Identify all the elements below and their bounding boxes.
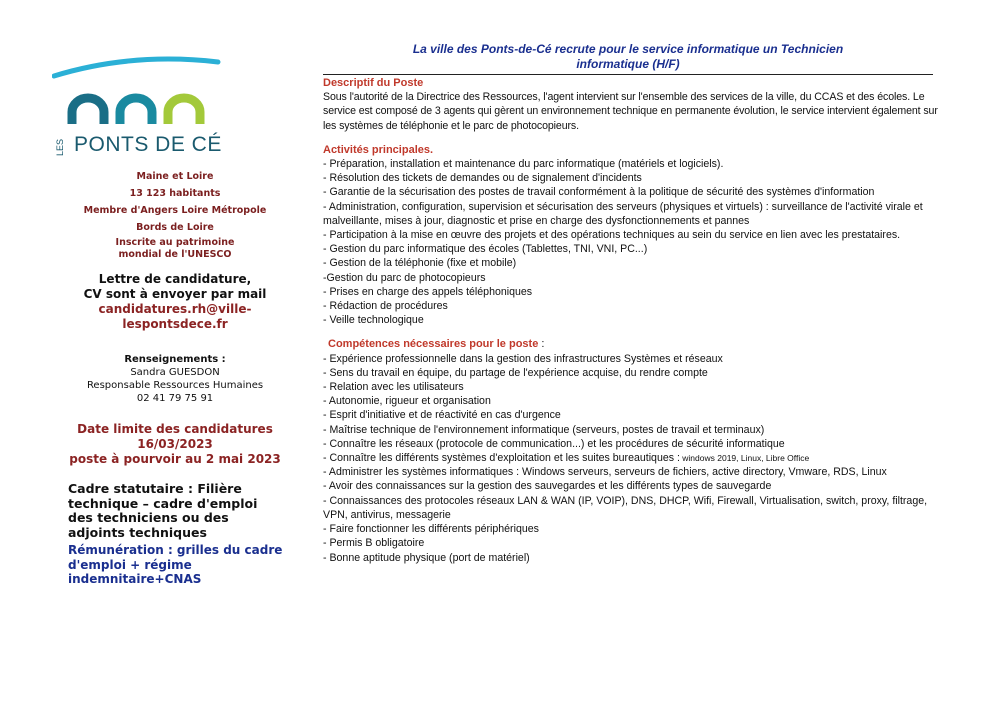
info-line: Bords de Loire	[136, 222, 214, 233]
statutory-framework	[68, 482, 298, 540]
statut-line: technique – cadre d'emploi	[68, 495, 258, 511]
os-small-text: windows 2019, Linux, Libre Office	[679, 453, 810, 464]
apply-line: Lettre de candidature,	[98, 272, 252, 286]
competences-list	[323, 352, 938, 565]
city-info	[40, 168, 310, 236]
list-item: - Permis B obligatoire	[323, 537, 425, 550]
list-item: - Administration, configuration, supervision et sécurisation des serveurs (physiques et virtuels) : surveillance de l'activité virale et malveillante, mises à jour, diagnostic et prise en charge des dysfonctionnements et pannes	[323, 200, 923, 227]
remu-line: indemnitaire+CNAS	[68, 572, 202, 586]
title-divider	[323, 74, 933, 75]
list-item: - Expérience professionnelle dans la gestion des infrastructures Systèmes et réseaux	[323, 352, 723, 365]
unesco-line: Inscrite au patrimoine	[115, 237, 235, 248]
remu-line: d'emploi + régime	[68, 557, 192, 572]
application-instructions	[40, 272, 310, 332]
list-item: - Esprit d'initiative et de réactivité en cas d'urgence	[323, 409, 561, 422]
list-item: - Rédaction de procédures	[323, 300, 448, 313]
competences-colon: :	[538, 338, 545, 351]
logo-arch-2	[120, 98, 152, 124]
logo-prefix: LES	[55, 138, 65, 156]
job-title	[323, 42, 933, 71]
deadline-line: Date limite des candidatures	[77, 422, 273, 436]
logo-arch-1	[72, 98, 104, 124]
job-description	[323, 76, 938, 565]
list-item: - Faire fonctionner les différents périphériques	[323, 523, 539, 536]
list-item: - Avoir des connaissances sur la gestion des sauvegardes et les différents types de sauvegarde	[323, 480, 772, 493]
list-item: -Gestion du parc de photocopieurs	[323, 271, 486, 284]
descriptif-heading: Descriptif du Poste	[323, 77, 424, 89]
statut-line: Cadre statutaire : Filière	[68, 481, 242, 496]
logo-text: PONTS DE CÉ	[74, 133, 222, 156]
logo-arc	[54, 59, 218, 76]
list-item: - Résolution des tickets de demandes ou de signalement d'incidents	[323, 172, 642, 185]
statut-line: adjoints techniques	[68, 524, 207, 540]
email-link-line[interactable]: lespontsdece.fr	[122, 317, 228, 331]
list-item: - Participation à la mise en œuvre des projets et des opérations techniques au sein du service en lien avec les prestataires.	[323, 229, 901, 242]
remuneration	[68, 543, 298, 587]
list-item: - Bonne aptitude physique (port de matériel)	[323, 551, 530, 564]
competences-heading-row	[323, 337, 938, 351]
contact-phone: 02 41 79 75 91	[136, 393, 214, 404]
title-line: La ville des Ponts-de-Cé recrute pour le service informatique un Technicien	[412, 42, 844, 56]
contact-role: Responsable Ressources Humaines	[86, 380, 264, 391]
remu-line: Rémunération : grilles du cadre	[68, 543, 283, 557]
list-item: - Préparation, installation et maintenance du parc informatique (matériels et logiciels).	[323, 158, 724, 171]
start-date: poste à pourvoir au 2 mai 2023	[69, 452, 281, 466]
contact-name: Sandra GUESDON	[130, 367, 220, 378]
list-item: - Relation avec les utilisateurs	[323, 381, 464, 394]
list-item: - Autonomie, rigueur et organisation	[323, 395, 491, 408]
deadline-info	[40, 422, 310, 467]
unesco-line: mondial de l'UNESCO	[118, 248, 232, 260]
list-item: - Connaissances des protocoles réseaux LAN & WAN (IP, VOIP), DNS, DHCP, Wifi, Firewall, Virtualisation, switch, proxy, filtrage, VPN, antivirus, messagerie	[323, 494, 928, 521]
contact-title: Renseignements :	[124, 354, 226, 365]
logo-arch-3	[168, 98, 200, 124]
info-line: 13 123 habitants	[129, 188, 221, 199]
competences-heading: Compétences nécessaires pour le poste	[328, 338, 539, 351]
statut-line: des techniciens ou des	[68, 510, 229, 525]
info-line: Maine et Loire	[136, 171, 214, 182]
list-item: - Administrer les systèmes informatiques : Windows serveurs, serveurs de fichiers, active directory, Vmware, RDS, Linux	[323, 466, 887, 479]
info-line: Membre d'Angers Loire Métropole	[83, 205, 267, 216]
list-item: - Gestion de la téléphonie (fixe et mobile)	[323, 257, 517, 270]
activites-list	[323, 157, 938, 327]
email-link-line[interactable]: candidatures.rh@ville-	[98, 302, 252, 316]
apply-line: CV sont à envoyer par mail	[83, 287, 267, 301]
unesco-info	[40, 237, 310, 260]
title-line: informatique (H/F)	[576, 56, 680, 71]
descriptif-text: Sous l'autorité de la Directrice des Ressources, l'agent intervient sur l'ensemble des services de la ville, du CCAS et des écoles. Le service est composé de 3 agents qui gèrent un environnement technique en permanente évolution, le service intervient également sur les systèmes de téléphonie et le parc de photocopieurs.	[323, 91, 938, 132]
list-item: - Connaître les réseaux (protocole de communication...) et les procédures de sécurité informatique	[323, 437, 785, 450]
deadline-date: 16/03/2023	[137, 437, 213, 451]
list-item: - Maîtrise technique de l'environnement informatique (serveurs, postes de travail et terminaux)	[323, 423, 765, 436]
activites-heading: Activités principales.	[323, 143, 434, 156]
list-item: - Gestion du parc informatique des écoles (Tablettes, TNI, VNI, PC...)	[323, 243, 648, 256]
list-item	[323, 451, 938, 465]
os-text: - Connaître les différents systèmes d'exploitation et les suites bureautiques :	[323, 452, 680, 465]
list-item: - Garantie de la sécurisation des postes de travail conformément à la politique de sécurité des systèmes d'information	[323, 186, 875, 199]
list-item: - Veille technologique	[323, 314, 424, 327]
contact-info	[40, 353, 310, 405]
list-item: - Prises en charge des appels téléphoniques	[323, 285, 533, 298]
ponts-de-ce-logo	[52, 50, 222, 160]
list-item: - Sens du travail en équipe, du partage de l'expérience acquise, du rendre compte	[323, 366, 708, 379]
